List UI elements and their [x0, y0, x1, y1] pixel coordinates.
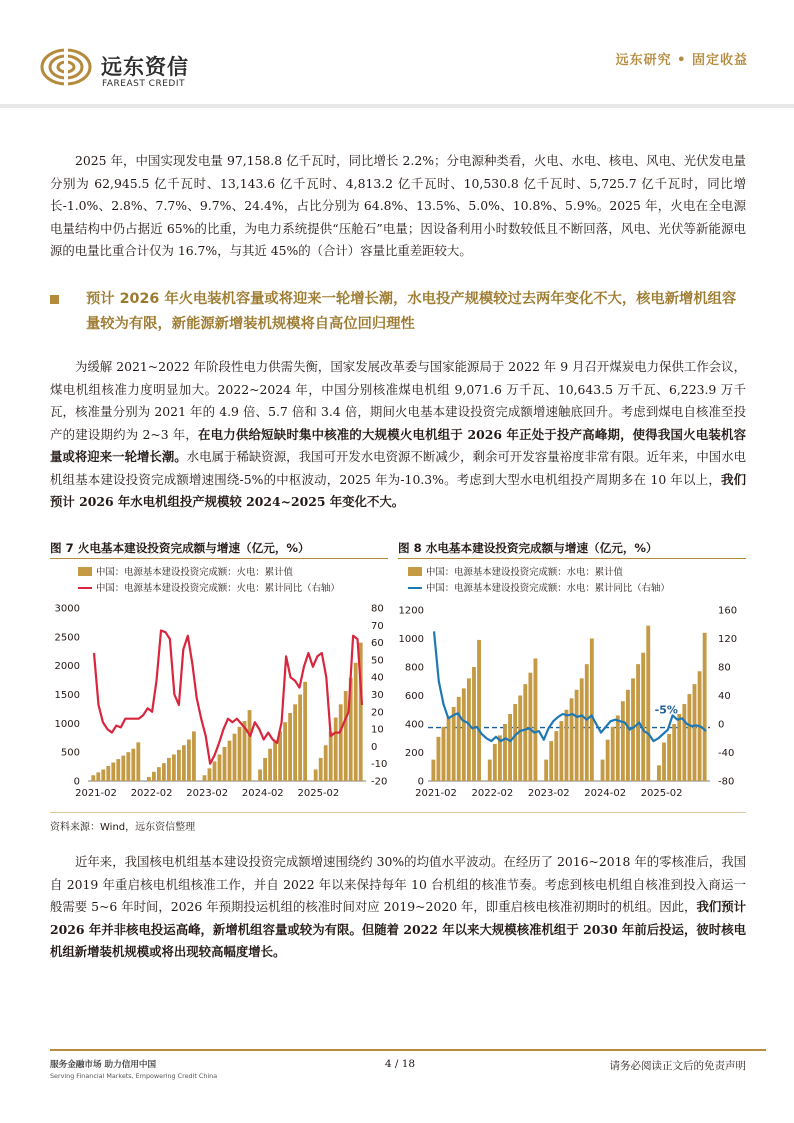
- source-note: 资料来源：Wind，远东资信整理: [50, 822, 196, 833]
- data-bar: [152, 772, 156, 781]
- data-bar: [488, 760, 492, 781]
- y-left-tick-label: 500: [60, 747, 80, 759]
- x-tick-label: 2025-02: [640, 788, 683, 799]
- data-bar: [298, 695, 302, 782]
- y-left-tick-label: 600: [404, 691, 424, 702]
- data-bar: [528, 673, 532, 781]
- data-bar: [172, 754, 176, 781]
- figure-8-title: 图 8 水电基本建设投资完成额与增速（亿元，%）: [398, 541, 658, 555]
- bullet-square-icon: [50, 295, 59, 304]
- data-bar: [601, 760, 605, 781]
- data-bar: [534, 658, 538, 781]
- data-bar: [233, 734, 237, 781]
- data-bar: [223, 747, 227, 781]
- data-bar: [131, 749, 135, 781]
- legend: [408, 566, 670, 594]
- footer-slogan-en: Serving Financial Markets, Empowering Credit China: [50, 1072, 218, 1080]
- data-bar: [324, 745, 328, 781]
- footer-divider: [50, 1049, 766, 1051]
- y-left-tick-label: 800: [404, 662, 424, 674]
- data-bar: [513, 704, 517, 781]
- source-divider: [50, 812, 746, 813]
- paragraph-bold-text: 我们预计 2026 年水电机组投产规模较 2024~2025 年变化不大。: [50, 471, 746, 509]
- x-tick-label: 2023-02: [186, 788, 229, 799]
- fareast-logo-icon: [40, 48, 92, 86]
- legend-bar-swatch: [408, 567, 422, 576]
- data-bar: [554, 731, 558, 781]
- data-bar: [192, 731, 196, 781]
- y-left-tick-label: 2500: [54, 632, 80, 644]
- data-bar: [559, 721, 563, 781]
- x-tick-label: 2024-02: [584, 788, 627, 799]
- data-bar: [248, 710, 252, 781]
- data-bar: [238, 727, 242, 781]
- x-tick-label: 2023-02: [527, 788, 570, 799]
- data-bar: [258, 769, 262, 781]
- data-bar: [96, 772, 100, 781]
- legend-bar-swatch: [78, 567, 92, 576]
- brand-name-cn: 远东资信: [101, 55, 189, 79]
- data-bar: [672, 724, 676, 781]
- y-right-tick-label: 40: [718, 691, 731, 702]
- y-right-tick-label: 60: [371, 638, 384, 650]
- data-bar: [228, 741, 232, 781]
- section-heading-text: 预计 2026 年火电装机容量或将迎来一轮增长潮，水电投产规模较过去两年变化不大，核电新增机组容量较为有限，新能源新增装机规模将自高位回归理性: [86, 291, 737, 332]
- data-bar: [208, 768, 212, 781]
- paragraph-bold-text: 我们预计 2026 年并非核电投运高峰，新增机组容量或较为有限。但随着 2022 年以来大规模核准机组于 2030 年前后投运，彼时核电机组新增装机规模或将出现较高幅度增长。: [50, 899, 747, 959]
- data-bar: [314, 769, 318, 781]
- paragraph-bold-text: 在电力供给短缺时集中核准的大规模火电机组于 2026 年正处于投产高峰期，使得我国火电装机容量或将迎来一轮增长潮。: [50, 426, 746, 464]
- data-bar: [580, 678, 584, 781]
- data-bar: [606, 740, 610, 781]
- x-tick-label: 2022-02: [130, 788, 173, 799]
- data-bar: [703, 633, 707, 781]
- data-bar: [182, 745, 186, 781]
- y-left-tick-label: 1000: [398, 634, 424, 645]
- data-bar: [687, 694, 691, 781]
- section-label: 远东研究 • 固定收益: [615, 53, 748, 68]
- data-bar: [116, 759, 120, 781]
- y-right-tick-label: 20: [371, 707, 384, 719]
- data-bar: [611, 727, 615, 781]
- data-bar: [657, 765, 661, 781]
- data-bar: [91, 775, 95, 781]
- data-bar: [667, 734, 671, 781]
- y-left-tick-label: 0: [73, 776, 80, 788]
- x-tick-label: 2025-02: [297, 788, 340, 799]
- paragraph-text: 为缓解 2021~2022 年阶段性电力供需失衡，国家发展改革委与国家能源局于 2022 年 9 月召开煤炭电力保供工作会议，煤电机组核准力度明显加大。2022~2024 年，中国分别核准煤电机组 9,071.6 万千瓦、10,643.5 万千瓦、6,223.9 万千瓦，核准量分别为 2021 年的 4.9 倍、5.7 倍和 3.4 倍，期间火电基本建设投资完成额增速触底回升。考虑到煤电自核准至投产的建设期约为 2~3 年，: [50, 359, 746, 442]
- legend-line-label: 中国：电源基本建设投资完成额：火电：累计同比（右轴）: [96, 583, 340, 594]
- data-bar: [457, 697, 461, 781]
- legend: [78, 566, 340, 594]
- data-bar: [334, 718, 338, 781]
- paragraph-nuclear: [50, 851, 746, 964]
- y-left-tick-label: 400: [404, 719, 424, 731]
- y-right-tick-label: 0: [371, 741, 378, 753]
- data-bar: [126, 752, 130, 781]
- disclaimer-note: 请务必阅读正文后的免责声明: [609, 1060, 746, 1072]
- data-bar: [467, 678, 471, 781]
- x-tick-label: 2021-02: [415, 788, 457, 799]
- data-bar: [462, 688, 466, 781]
- y-right-tick-label: -80: [718, 776, 735, 788]
- y-right-tick-label: 120: [718, 634, 738, 645]
- y-right-tick-label: 10: [371, 724, 384, 736]
- thermal-investment-chart: [50, 562, 388, 806]
- legend-line-label: 中国：电源基本建设投资完成额：水电：累计同比（右轴）: [426, 583, 670, 594]
- legend-bar-label: 中国：电源基本建设投资完成额：水电：累计值: [426, 567, 623, 578]
- y-right-tick-label: -40: [718, 748, 735, 759]
- y-right-tick-label: 40: [371, 672, 384, 684]
- data-bar: [508, 714, 512, 781]
- data-bar: [177, 750, 181, 781]
- y-left-tick-label: 0: [417, 776, 424, 788]
- brand-name-en: FAREAST CREDIT: [102, 79, 185, 89]
- data-bar: [447, 717, 451, 781]
- section-heading: [50, 287, 750, 337]
- data-bar: [187, 739, 191, 781]
- data-bar: [626, 690, 630, 781]
- data-bar: [493, 744, 497, 781]
- data-bar: [585, 664, 589, 781]
- data-bar: [646, 626, 650, 781]
- y-right-tick-label: 30: [371, 690, 384, 701]
- y-right-tick-label: 0: [718, 719, 725, 731]
- data-bar: [575, 690, 579, 781]
- data-bar: [570, 698, 574, 781]
- data-bar: [344, 691, 348, 781]
- y-left-tick-label: 1200: [398, 605, 424, 617]
- data-bar: [157, 767, 161, 781]
- y-right-tick-label: -20: [371, 776, 388, 788]
- data-bar: [263, 758, 267, 781]
- data-bar: [616, 715, 620, 781]
- y-right-tick-label: 80: [371, 603, 384, 615]
- data-bar: [162, 763, 166, 781]
- paragraph-generation: 2025 年，中国实现发电量 97,158.8 亿千瓦时，同比增长 2.2%；分电源种类看，火电、水电、核电、风电、光伏发电量分别为 62,945.5 亿千瓦时、13,143.6 亿千瓦时、4,813.2 亿千瓦时、10,530.8 亿千瓦时、5,725.7 亿千瓦时，同比增长-1.0%、2.8%、7.7%、9.7%、24.4%，占比分别为 64.8%、13.5%、5.0%、10.8%、5.9%。2025 年，火电在全电源电量结构中仍占据近 65%的比重，为电力系统提供“压舱石”电量；因设备利用小时数较低且不断回落，风电、光伏等新能源电源的电量比重合计仅为 16.7%，与其近 45%的（合计）容量比重差距较大。: [50, 153, 746, 258]
- data-bar: [111, 763, 115, 781]
- data-bar: [273, 741, 277, 781]
- data-bar: [682, 704, 686, 781]
- figure-7-rule: [50, 558, 388, 559]
- data-bar: [329, 731, 333, 781]
- data-bar: [549, 741, 553, 781]
- data-bar: [354, 663, 358, 781]
- data-bar: [319, 758, 323, 781]
- data-bar: [662, 743, 666, 781]
- page-number: 4 / 18: [384, 1058, 416, 1070]
- figure-8-rule: [398, 558, 746, 559]
- data-bar: [621, 701, 625, 781]
- x-tick-label: 2024-02: [241, 788, 284, 799]
- y-left-tick-label: 200: [404, 748, 424, 759]
- paragraph-text: 水电属于稀缺资源，我国可开发水电资源不断减少，剩余可开发容量裕度非常有限。近年来，中国水电机组基本建设投资完成额增速围绕-5%的中枢波动，2025 年为-10.3%。考虑到大型水电机组投产周期多在 10 年以上，: [50, 449, 747, 487]
- data-bar: [167, 758, 171, 781]
- data-bar: [213, 761, 217, 781]
- hydro-investment-chart: [398, 562, 746, 806]
- data-bar: [472, 667, 476, 781]
- data-bar: [101, 769, 105, 781]
- data-bar: [677, 714, 681, 781]
- legend-bar-label: 中国：电源基本建设投资完成额：火电：累计值: [96, 567, 293, 578]
- data-bar: [498, 735, 502, 781]
- page-header: [0, 0, 794, 108]
- data-bar: [218, 754, 222, 781]
- data-bar: [437, 737, 441, 781]
- data-bar: [442, 727, 446, 781]
- reference-annotation: -5%: [654, 703, 678, 717]
- data-bar: [518, 696, 522, 782]
- data-bar: [590, 639, 594, 782]
- y-left-tick-label: 2000: [54, 661, 80, 673]
- figure-7-title: 图 7 火电基本建设投资完成额与增速（亿元，%）: [50, 541, 310, 555]
- data-bar: [293, 704, 297, 781]
- x-tick-label: 2021-02: [75, 788, 117, 799]
- data-bar: [106, 766, 110, 781]
- data-bar: [339, 704, 343, 781]
- data-bar: [452, 707, 456, 781]
- y-right-tick-label: -10: [371, 759, 388, 771]
- paragraph-thermal-hydro: [50, 356, 746, 514]
- header-divider: [0, 104, 794, 108]
- data-bar: [565, 710, 569, 781]
- y-right-tick-label: 80: [718, 662, 731, 674]
- data-bar: [288, 713, 292, 781]
- data-bar: [523, 684, 527, 781]
- data-bar: [693, 684, 697, 781]
- y-right-tick-label: 160: [718, 605, 738, 617]
- y-right-tick-label: 70: [371, 620, 384, 632]
- y-left-tick-label: 1000: [54, 718, 80, 730]
- footer-slogan-cn: 服务金融市场 助力信用中国: [50, 1060, 157, 1070]
- data-bar: [503, 724, 507, 781]
- data-bar: [121, 756, 125, 781]
- data-bar: [544, 760, 548, 781]
- data-bar: [147, 777, 151, 781]
- paragraph-text: 近年来，我国核电机组基本建设投资完成额增速围绕约 30%的均值水平波动。在经历了 2016~2018 年的零核准后，我国自 2019 年重启核电机组核准工作，并自 2022 年以来保持每年 10 台机组的核准节奏。考虑到核电机组自核准到投入商运一般需要 5~6 年时间，2026 年预期投运机组的核准时间对应 2019~2020 年，即重启核电核准初期时的机组。因此，: [50, 854, 746, 914]
- y-left-tick-label: 3000: [54, 603, 80, 615]
- data-bar: [303, 682, 307, 781]
- y-left-tick-label: 1500: [54, 690, 80, 701]
- data-bar: [268, 749, 272, 781]
- data-bar: [283, 722, 287, 781]
- data-bar: [203, 775, 207, 781]
- data-bar: [431, 760, 435, 781]
- data-bar: [136, 742, 140, 781]
- x-tick-label: 2022-02: [471, 788, 514, 799]
- data-bar: [641, 653, 645, 781]
- data-bar: [477, 640, 481, 781]
- y-right-tick-label: 50: [371, 655, 384, 667]
